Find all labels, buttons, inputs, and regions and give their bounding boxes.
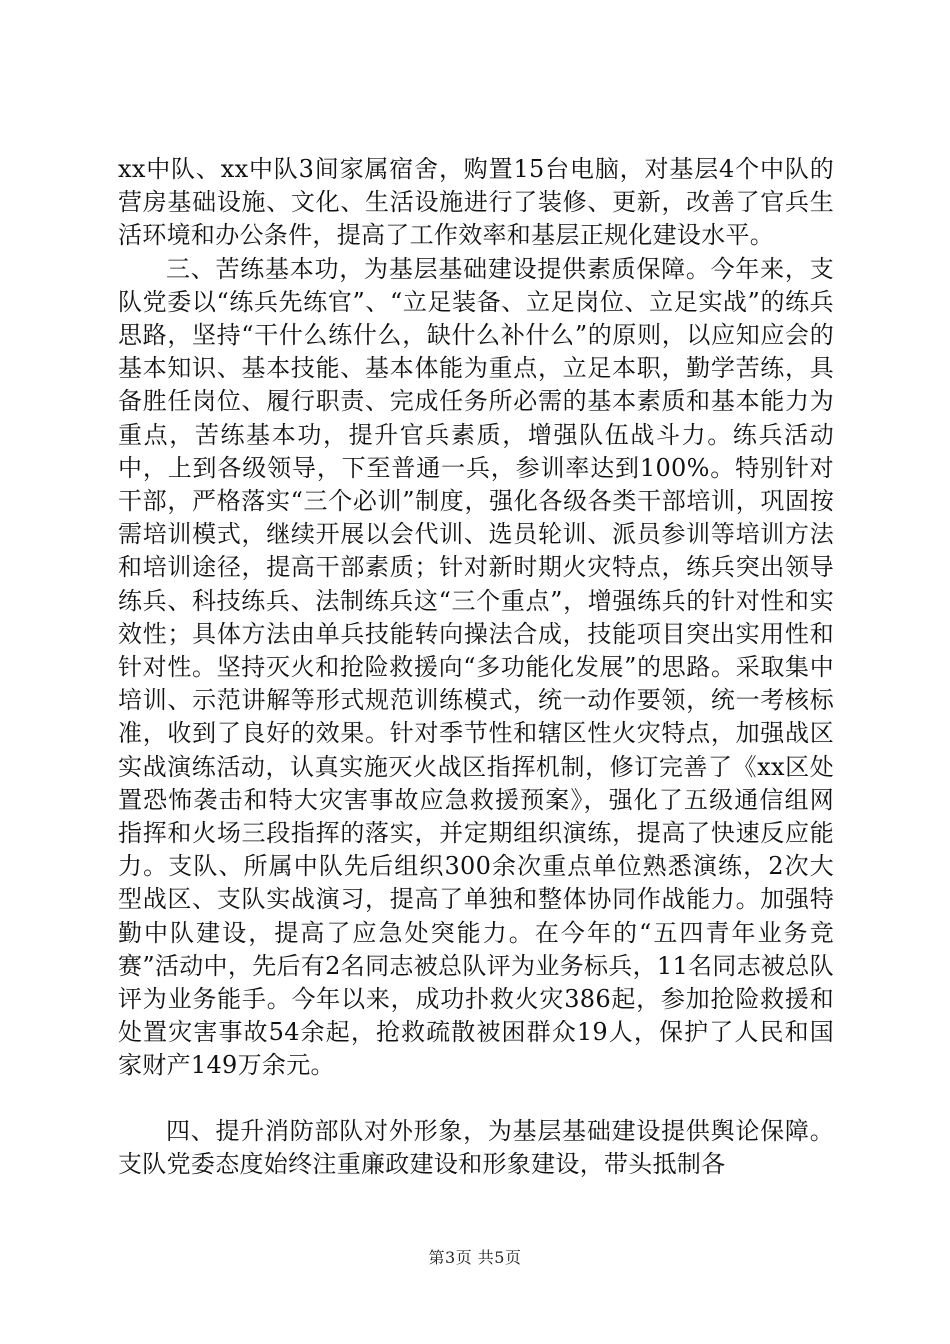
paragraph-spacer (118, 1083, 834, 1115)
paragraph-section-three-training: 三、苦练基本功，为基层基础建设提供素质保障。今年来，支队党委以“练兵先练官”、“立足装备、立足岗位、立足实战”的练兵思路，坚持“干什么练什么，缺什么补什么”的原则，以应知应会的基本知识、基本技能、基本体能为重点，立足本职，勤学苦练，具备胜任岗位、履行职责、完成任务所必需的基本素质和基本能力为重点，苦练基本功，提升官兵素质，增强队伍战斗力。练兵活动中，上到各级领导，下至普通一兵，参训率达到100%。特别针对干部，严格落实“三个必训”制度，强化各级各类干部培训，巩固按需培训模式，继续开展以会代训、选员轮训、派员参训等培训方法和培训途径，提高干部素质；针对新时期火灾特点，练兵突出领导练兵、科技练兵、法制练兵这“三个重点”，增强练兵的针对性和实效性；具体方法由单兵技能转向操法合成，技能项目突出实用性和针对性。坚持灭火和抢险救援向“多功能化发展”的思路。采取集中培训、示范讲解等形式规范训练模式，统一动作要领，统一考核标准，收到了良好的效果。针对季节性和辖区性火灾特点，加强战区实战演练活动，认真实施灭火战区指挥机制，修订完善了《xx区处置恐怖袭击和特大灾害事故应急救援预案》，强化了五级通信组网指挥和火场三段指挥的落实，并定期组织演练，提高了快速反应能力。支队、所属中队先后组织300余次重点单位熟悉演练，2次大型战区、支队实战演习，提高了单独和整体协同作战能力。加强特勤中队建设，提高了应急处突能力。在今年的“五四青年业务竞赛”活动中，先后有2名同志被总队评为业务标兵，11名同志被总队评为业务能手。今年以来，成功扑救火灾386起，参加抢险救援和处置灾害事故54余起，抢救疏散被困群众19人，保护了人民和国家财产149万余元。 (118, 254, 834, 1080)
paragraph-section-four-image: 四、提升消防部队对外形象，为基层基础建设提供舆论保障。支队党委态度始终注重廉政建设和形象建设，带头抵制各 (118, 1116, 834, 1178)
page-number-footer: 第3页 共5页 (428, 1248, 522, 1267)
paragraph-dormitory-upgrade: xx中队、xx中队3间家属宿舍，购置15台电脑，对基层4个中队的营房基础设施、文化、生活设施进行了装修、更新，改善了官兵生活环境和办公条件，提高了工作效率和基层正规化建设水平。 (118, 155, 834, 250)
document-body (118, 153, 834, 1181)
